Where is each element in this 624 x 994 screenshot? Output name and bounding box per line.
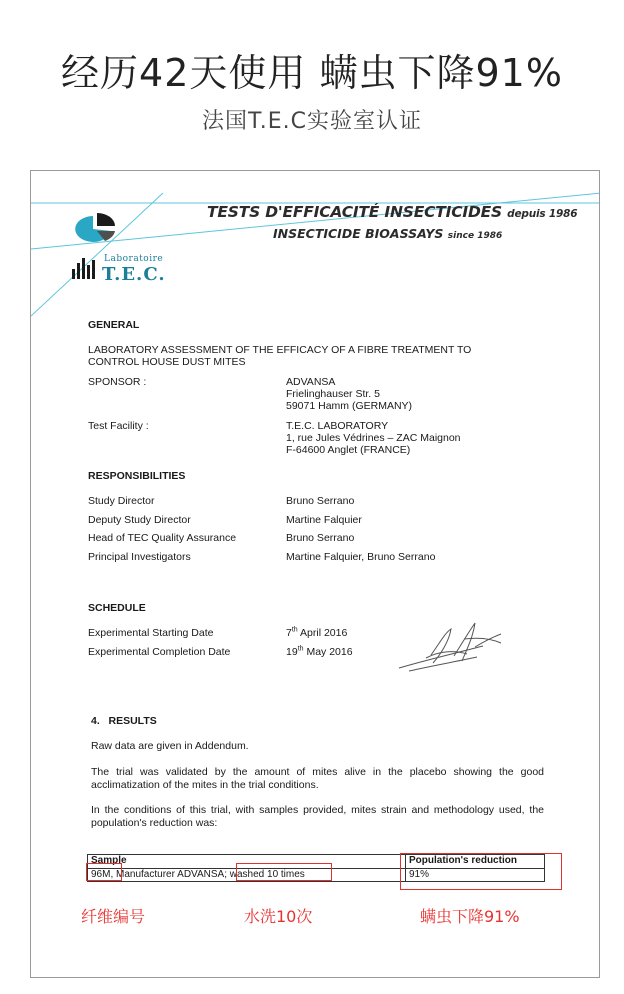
sponsor-line: 59071 Hamm (GERMANY) — [286, 400, 413, 412]
sponsor-label: SPONSOR : — [88, 376, 147, 388]
results-paragraph-2: The trial was validated by the amount of mites alive in the placebo showing the good acclimatization of the mites in the trial conditions. — [91, 766, 544, 791]
sponsor-line: Frielinghauser Str. 5 — [286, 388, 380, 400]
responsibilities-heading: RESPONSIBILITIES — [88, 470, 186, 482]
signature-icon — [399, 623, 501, 671]
table-header-reduction: Population's reduction — [409, 855, 517, 866]
facility-line: F-64600 Anglet (FRANCE) — [286, 444, 411, 456]
results-heading: 4. RESULTS — [91, 715, 157, 727]
start-date-value: 7th April 2016 — [286, 626, 348, 639]
study-title-line2: CONTROL HOUSE DUST MITES — [88, 356, 246, 368]
sponsor-line: ADVANSA — [286, 376, 336, 388]
annotation-fiber-number: 纤维编号 — [81, 907, 146, 926]
hero-title: 经历42天使用 螨虫下降91% — [61, 51, 563, 95]
end-date-label: Experimental Completion Date — [88, 646, 231, 658]
pie-logo-icon — [75, 213, 115, 242]
highlight-box-reduction — [400, 853, 562, 890]
study-title-line1: LABORATORY ASSESSMENT OF THE EFFICACY OF A FIBRE TREATMENT TO — [88, 344, 472, 356]
bar-chart-logo-icon — [72, 258, 95, 279]
facility-line: T.E.C. LABORATORY — [286, 420, 389, 432]
responsibility-name: Bruno Serrano — [286, 495, 355, 507]
letterhead-title-fr: TESTS D'EFFICACITÉ INSECTICIDES depuis 1986 — [207, 203, 578, 221]
table-cell-sample: 96M, Manufacturer ADVANSA; washed 10 times — [88, 869, 406, 881]
facility-label: Test Facility : — [88, 420, 149, 432]
schedule-heading: SCHEDULE — [88, 602, 146, 614]
hero-subtitle: 法国T.E.C实验室认证 — [201, 109, 423, 134]
highlight-box-fiber — [86, 863, 122, 881]
lab-label: Laboratoire — [104, 254, 164, 264]
annotation-washed: 水洗10次 — [244, 907, 313, 926]
general-heading: GENERAL — [88, 319, 140, 331]
responsibility-name: Martine Falquier, Bruno Serrano — [286, 551, 436, 563]
table-cell-reduction: 91% — [409, 869, 430, 880]
table-header-sample: Sample — [88, 855, 406, 868]
responsibility-name: Bruno Serrano — [286, 532, 355, 544]
responsibility-name: Martine Falquier — [286, 514, 362, 526]
end-date-value: 19th May 2016 — [286, 645, 353, 658]
results-paragraph-1: Raw data are given in Addendum. — [91, 740, 249, 752]
certificate-document — [30, 170, 600, 978]
letterhead-title-en: INSECTICIDE BIOASSAYS since 1986 — [273, 226, 503, 241]
highlight-box-washed — [236, 863, 332, 881]
results-paragraph-3: In the conditions of this trial, with samples provided, mites strain and methodology used, the population's reduction was: — [91, 804, 544, 829]
annotation-mite-drop: 螨虫下降91% — [420, 907, 520, 926]
responsibility-role: Principal Investigators — [88, 551, 191, 563]
facility-line: 1, rue Jules Védrines – ZAC Maignon — [286, 432, 461, 444]
responsibility-role: Deputy Study Director — [88, 514, 191, 526]
responsibility-role: Head of TEC Quality Assurance — [88, 532, 237, 544]
start-date-label: Experimental Starting Date — [88, 627, 214, 639]
responsibility-role: Study Director — [88, 495, 155, 507]
lab-name: T.E.C. — [102, 264, 166, 285]
